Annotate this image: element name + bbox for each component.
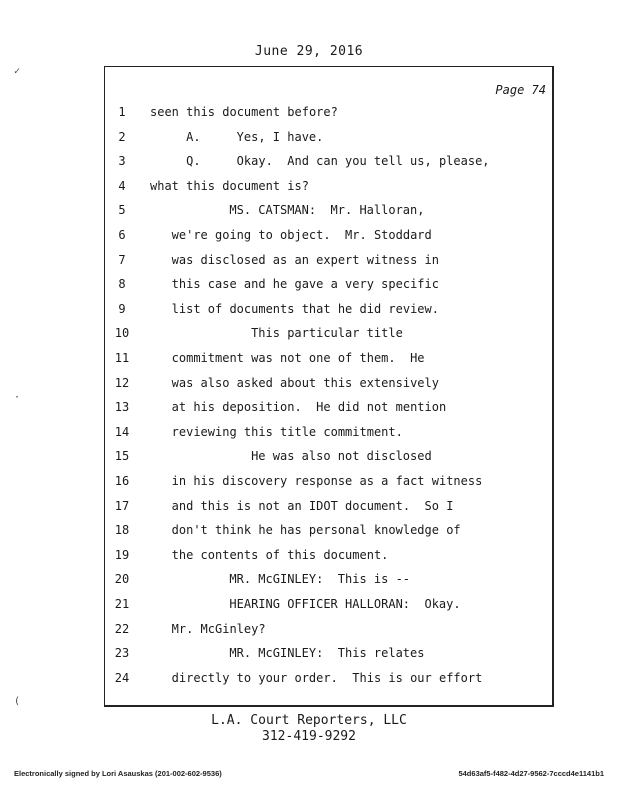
transcript-line [105, 376, 545, 392]
transcript-line [105, 400, 545, 416]
line-number: 11 [114, 351, 130, 365]
transcript-line [105, 523, 545, 539]
line-number: 17 [114, 498, 130, 513]
line-text: reviewing this title commitment. [171, 424, 403, 439]
line-text: This particular title [251, 326, 403, 341]
transcript-line [105, 154, 545, 170]
line-number: 3 [118, 154, 126, 169]
line-text: was also asked about this extensively [171, 375, 439, 390]
line-text: don't think he has personal knowledge of [171, 523, 461, 538]
line-text: HEARING OFFICER HALLORAN: Okay. [229, 597, 461, 611]
footer-company: L.A. Court Reporters, LLC [211, 713, 407, 728]
line-text: the contents of this document. [171, 547, 389, 562]
page-number: Page 74 [495, 83, 546, 97]
line-number: 12 [114, 375, 130, 390]
line-text: A. Yes, I have. [186, 129, 324, 144]
line-number: 4 [118, 178, 126, 193]
line-number: 9 [118, 301, 126, 316]
line-text: Mr. McGinley? [171, 621, 266, 636]
transcript-line [105, 425, 545, 441]
transcript-line [105, 326, 545, 342]
transcript-line [105, 499, 545, 515]
line-text: this case and he gave a very specific [171, 277, 439, 292]
transcript-line [105, 646, 545, 662]
line-number: 15 [114, 449, 130, 464]
transcript-line [105, 351, 545, 367]
transcript-line [105, 572, 545, 588]
transcript-line [105, 597, 545, 613]
scan-mark: · [14, 392, 21, 403]
line-number: 20 [114, 572, 130, 587]
line-number: 22 [114, 621, 130, 636]
line-number: 6 [118, 228, 126, 242]
line-number: 13 [114, 400, 130, 415]
transcript-line [105, 302, 545, 318]
line-text: MR. McGINLEY: This is -- [229, 572, 411, 587]
line-text: at his deposition. He did not mention [171, 400, 447, 415]
transcript-frame [104, 66, 554, 707]
transcript-date: June 29, 2016 [254, 44, 364, 59]
line-number: 7 [118, 252, 126, 267]
transcript-line [105, 449, 545, 465]
line-text: we're going to object. Mr. Stoddard [171, 228, 432, 242]
line-number: 14 [114, 424, 130, 439]
transcript-line [105, 203, 545, 219]
line-number: 1 [118, 105, 126, 119]
transcript-line [105, 671, 545, 687]
transcript-line [105, 548, 545, 564]
line-number: 5 [118, 203, 126, 218]
line-text: what this document is? [150, 178, 309, 193]
line-text: MR. McGINLEY: This relates [229, 646, 425, 661]
transcript-line [105, 277, 545, 293]
line-number: 19 [114, 547, 130, 562]
transcript-line [105, 179, 545, 195]
line-number: 24 [114, 670, 130, 685]
transcript-line [105, 228, 545, 244]
line-text: directly to your order. This is our effort [171, 670, 483, 685]
line-number: 16 [114, 474, 130, 488]
line-text: list of documents that he did review. [171, 301, 439, 316]
line-number: 2 [118, 129, 126, 144]
line-text: in his discovery response as a fact witness [171, 474, 483, 488]
scan-mark: ✓ [14, 66, 21, 77]
transcript-line [105, 253, 545, 269]
line-number: 18 [114, 523, 130, 538]
line-number: 10 [114, 326, 130, 341]
line-text: MS. CATSMAN: Mr. Halloran, [229, 203, 425, 218]
line-text: was disclosed as an expert witness in [171, 252, 439, 267]
line-text: He was also not disclosed [251, 449, 432, 464]
transcript-line [105, 474, 545, 490]
line-text: and this is not an IDOT document. So I [171, 498, 454, 513]
line-number: 23 [114, 646, 130, 661]
e-signature-id: 54d63af5-f482-4d27-9562-7cccd4e1141b1 [458, 769, 604, 778]
e-signature-left: Electronically signed by Lori Asauskas (201-002-602-9536) [14, 769, 222, 778]
line-text: Q. Okay. And can you tell us, please, [186, 154, 490, 169]
line-number: 21 [114, 597, 130, 611]
transcript-line [105, 130, 545, 146]
line-number: 8 [118, 277, 126, 292]
footer-phone: 312-419-9292 [262, 729, 356, 744]
line-text: seen this document before? [150, 105, 338, 119]
line-text: commitment was not one of them. He [171, 351, 425, 365]
transcript-line [105, 105, 545, 121]
scan-mark: ( [14, 696, 21, 707]
transcript-line [105, 622, 545, 638]
